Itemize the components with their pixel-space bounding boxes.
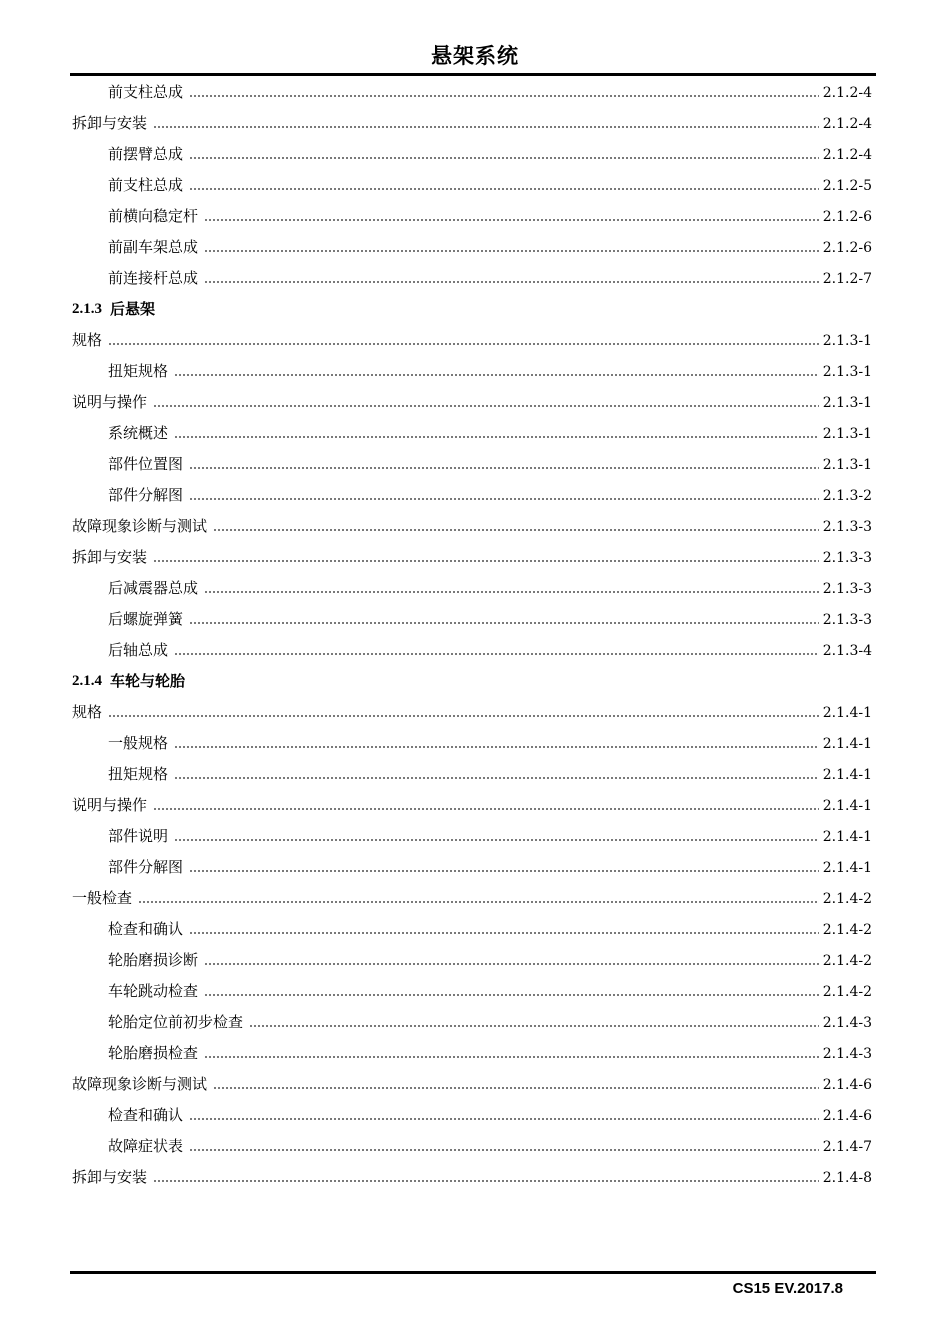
toc-entry-label: 系统概述: [108, 424, 169, 442]
toc-entry[interactable]: [72, 325, 872, 356]
dot-leader: [153, 1177, 819, 1185]
dot-leader: [189, 464, 819, 472]
toc-entry-label: 一般规格: [108, 734, 169, 752]
toc-entry-label: 车轮跳动检查: [108, 982, 199, 1000]
toc-entry-page: 2.1.4-2: [822, 983, 872, 1000]
toc-entry-label: 前支柱总成: [108, 176, 184, 194]
toc-entry-label: 前横向稳定杆: [108, 207, 199, 225]
dot-leader: [153, 557, 819, 565]
toc-entry[interactable]: [72, 1162, 872, 1193]
toc-entry[interactable]: [72, 573, 872, 604]
toc-entry-label: 前副车架总成: [108, 238, 199, 256]
section-title: 车轮与轮胎: [110, 672, 186, 690]
toc-entry-page: 2.1.3-3: [822, 611, 872, 628]
dot-leader: [189, 92, 819, 100]
toc-entry-label: 说明与操作: [72, 796, 148, 814]
toc-entry-label: 扭矩规格: [108, 765, 169, 783]
toc-entry-label: 故障现象诊断与测试: [72, 1075, 208, 1093]
toc-entry[interactable]: [72, 914, 872, 945]
dot-leader: [189, 1115, 819, 1123]
toc-entry-page: 2.1.4-3: [822, 1014, 872, 1031]
toc-entry[interactable]: [72, 201, 872, 232]
dot-leader: [153, 402, 819, 410]
toc-entry-label: 后螺旋弹簧: [108, 610, 184, 628]
toc-entry-page: 2.1.4-3: [822, 1045, 872, 1062]
dot-leader: [204, 960, 819, 968]
toc-entry-page: 2.1.3-2: [822, 487, 872, 504]
toc-section-heading: [72, 666, 872, 697]
toc-entry-label: 扭矩规格: [108, 362, 169, 380]
dot-leader: [213, 1084, 819, 1092]
toc-entry-label: 部件位置图: [108, 455, 184, 473]
toc-entry-page: 2.1.4-8: [822, 1169, 872, 1186]
section-number: 2.1.3: [72, 301, 102, 317]
toc-entry-page: 2.1.4-7: [822, 1138, 872, 1155]
toc-entry-label: 轮胎定位前初步检查: [108, 1013, 244, 1031]
toc-entry-label: 检查和确认: [108, 1106, 184, 1124]
toc-entry[interactable]: [72, 263, 872, 294]
toc-entry-page: 2.1.3-3: [822, 518, 872, 535]
toc-entry-page: 2.1.4-6: [822, 1076, 872, 1093]
toc-entry-label: 检查和确认: [108, 920, 184, 938]
footer-rule: [70, 1271, 876, 1274]
toc-entry[interactable]: [72, 697, 872, 728]
toc-entry-page: 2.1.2-4: [822, 84, 872, 101]
dot-leader: [204, 588, 819, 596]
toc-entry-label: 后轴总成: [108, 641, 169, 659]
toc-entry[interactable]: [72, 852, 872, 883]
toc-entry[interactable]: [72, 1069, 872, 1100]
toc-entry-page: 2.1.4-1: [822, 704, 872, 721]
toc-entry-page: 2.1.2-4: [822, 146, 872, 163]
dot-leader: [204, 278, 819, 286]
toc-entry[interactable]: [72, 1007, 872, 1038]
dot-leader: [108, 712, 819, 720]
toc-entry-page: 2.1.4-1: [822, 735, 872, 752]
toc-entry[interactable]: [72, 387, 872, 418]
document-code: CS15 EV.2017.8: [732, 1280, 843, 1297]
dot-leader: [204, 216, 819, 224]
dot-leader: [189, 929, 819, 937]
toc-entry[interactable]: [72, 77, 872, 108]
toc-entry-page: 2.1.4-2: [822, 921, 872, 938]
dot-leader: [189, 495, 819, 503]
toc-entry[interactable]: [72, 790, 872, 821]
toc-entry[interactable]: [72, 1038, 872, 1069]
toc-entry-label: 轮胎磨损诊断: [108, 951, 199, 969]
toc-entry-label: 说明与操作: [72, 393, 148, 411]
toc-entry-page: 2.1.4-1: [822, 859, 872, 876]
toc-entry[interactable]: [72, 976, 872, 1007]
toc-entry-label: 前摆臂总成: [108, 145, 184, 163]
dot-leader: [189, 619, 819, 627]
toc-entry-label: 前支柱总成: [108, 83, 184, 101]
toc-entry[interactable]: [72, 883, 872, 914]
toc-entry-page: 2.1.4-2: [822, 890, 872, 907]
dot-leader: [204, 247, 819, 255]
dot-leader: [174, 371, 819, 379]
dot-leader: [153, 805, 819, 813]
dot-leader: [213, 526, 819, 534]
toc-entry-page: 2.1.3-3: [822, 549, 872, 566]
toc-entry-page: 2.1.3-4: [822, 642, 872, 659]
toc-entry-page: 2.1.3-1: [822, 394, 872, 411]
toc-entry[interactable]: [72, 480, 872, 511]
toc-entry[interactable]: [72, 1131, 872, 1162]
toc-entry-label: 部件说明: [108, 827, 169, 845]
toc-entry-label: 后减震器总成: [108, 579, 199, 597]
toc-entry[interactable]: [72, 449, 872, 480]
toc-entry-label: 规格: [72, 703, 103, 721]
toc-entry[interactable]: [72, 542, 872, 573]
toc-entry-label: 故障现象诊断与测试: [72, 517, 208, 535]
toc-entry-page: 2.1.2-6: [822, 239, 872, 256]
dot-leader: [204, 1053, 819, 1061]
toc-entry-page: 2.1.3-3: [822, 580, 872, 597]
toc-entry-label: 拆卸与安装: [72, 1168, 148, 1186]
page-title: 悬架系统: [431, 44, 519, 68]
toc-entry-page: 2.1.4-1: [822, 797, 872, 814]
toc-entry[interactable]: [72, 635, 872, 666]
toc-entry[interactable]: [72, 232, 872, 263]
toc-entry-label: 规格: [72, 331, 103, 349]
dot-leader: [153, 123, 819, 131]
toc-entry-page: 2.1.3-1: [822, 425, 872, 442]
toc-entry-label: 前连接杆总成: [108, 269, 199, 287]
dot-leader: [174, 650, 819, 658]
dot-leader: [189, 1146, 819, 1154]
toc-entry-label: 部件分解图: [108, 858, 184, 876]
toc-entry[interactable]: [72, 418, 872, 449]
section-title: 后悬架: [110, 300, 156, 318]
toc-entry-page: 2.1.2-6: [822, 208, 872, 225]
dot-leader: [204, 991, 819, 999]
toc-entry[interactable]: [72, 511, 872, 542]
toc-entry[interactable]: [72, 1100, 872, 1131]
table-of-contents: [72, 77, 872, 1193]
toc-entry-page: 2.1.4-6: [822, 1107, 872, 1124]
dot-leader: [174, 433, 819, 441]
dot-leader: [174, 743, 819, 751]
dot-leader: [189, 867, 819, 875]
toc-entry-page: 2.1.3-1: [822, 456, 872, 473]
toc-entry-page: 2.1.2-4: [822, 115, 872, 132]
toc-entry[interactable]: [72, 356, 872, 387]
toc-entry[interactable]: [72, 170, 872, 201]
dot-leader: [108, 340, 819, 348]
toc-entry[interactable]: [72, 108, 872, 139]
toc-entry-page: 2.1.3-1: [822, 332, 872, 349]
dot-leader: [174, 836, 819, 844]
header-rule: [70, 73, 876, 76]
toc-entry-page: 2.1.2-7: [822, 270, 872, 287]
toc-entry-label: 拆卸与安装: [72, 114, 148, 132]
dot-leader: [189, 154, 819, 162]
toc-entry-label: 轮胎磨损检查: [108, 1044, 199, 1062]
toc-entry[interactable]: [72, 945, 872, 976]
toc-entry-page: 2.1.4-2: [822, 952, 872, 969]
toc-entry[interactable]: [72, 604, 872, 635]
toc-entry-label: 故障症状表: [108, 1137, 184, 1155]
toc-entry-page: 2.1.2-5: [822, 177, 872, 194]
toc-entry-label: 一般检查: [72, 889, 133, 907]
dot-leader: [138, 898, 819, 906]
toc-entry-page: 2.1.3-1: [822, 363, 872, 380]
dot-leader: [249, 1022, 819, 1030]
toc-section-heading: [72, 294, 872, 325]
toc-entry[interactable]: [72, 139, 872, 170]
toc-entry-label: 拆卸与安装: [72, 548, 148, 566]
dot-leader: [174, 774, 819, 782]
toc-entry[interactable]: [72, 728, 872, 759]
dot-leader: [189, 185, 819, 193]
toc-entry[interactable]: [72, 821, 872, 852]
section-number: 2.1.4: [72, 673, 102, 689]
toc-entry-page: 2.1.4-1: [822, 766, 872, 783]
toc-entry-page: 2.1.4-1: [822, 828, 872, 845]
toc-entry[interactable]: [72, 759, 872, 790]
toc-entry-label: 部件分解图: [108, 486, 184, 504]
